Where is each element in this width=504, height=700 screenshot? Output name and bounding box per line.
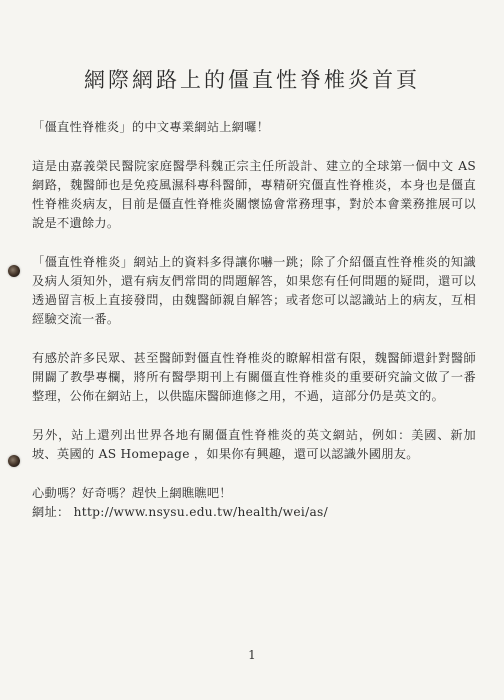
paragraph-2: 「僵直性脊椎炎」網站上的資料多得讓你嚇一跳；除了介紹僵直性脊椎炎的知識及病人須知外，還有病友們常問的問題解答，如果您有任何問題的疑問，還可以透過留言板上直接發問，由魏醫師親自解答；或者您可以認識站上的病友，互相經驗交流一番。 <box>32 255 476 326</box>
binder-hole-icon <box>8 265 20 277</box>
binder-hole-icon <box>8 455 20 467</box>
page-title: 網際網路上的僵直性脊椎炎首頁 <box>84 68 420 92</box>
url-line: 網址： http://www.nsysu.edu.tw/health/wei/as/ <box>32 505 329 519</box>
closing-line: 心動嗎？好奇嗎？趕快上網瞧瞧吧！ <box>32 486 232 500</box>
paragraph-3: 有感於許多民眾、甚至醫師對僵直性脊椎炎的瞭解相當有限，魏醫師還針對醫師開闢了教學專欄，將所有醫學期刊上有關僵直性脊椎炎的重要研究論文做了一番整理，公佈在網站上，以供臨床醫師進修之用，不過，這部分仍是英文的。 <box>32 351 476 403</box>
paragraph-1: 這是由嘉義榮民醫院家庭醫學科魏正宗主任所設計、建立的全球第一個中文 AS 網路，魏醫師也是免疫風濕科專科醫師，專精研究僵直性脊椎炎，本身也是僵直性脊椎炎病友，目前是僵直性脊椎炎關懷協會常務理事，對於本會業務推展可以說是不遺餘力。 <box>32 159 476 230</box>
closing-block <box>32 484 476 522</box>
document-body <box>32 118 476 522</box>
page-number: 1 <box>248 648 256 662</box>
paragraph-4: 另外，站上還列出世界各地有關僵直性脊椎炎的英文網站，例如：美國、新加坡、英國的 AS Homepage ，如果你有興趣，還可以認識外國朋友。 <box>32 428 476 461</box>
intro-line: 「僵直性脊椎炎」的中文專業網站上網囉！ <box>32 120 270 134</box>
